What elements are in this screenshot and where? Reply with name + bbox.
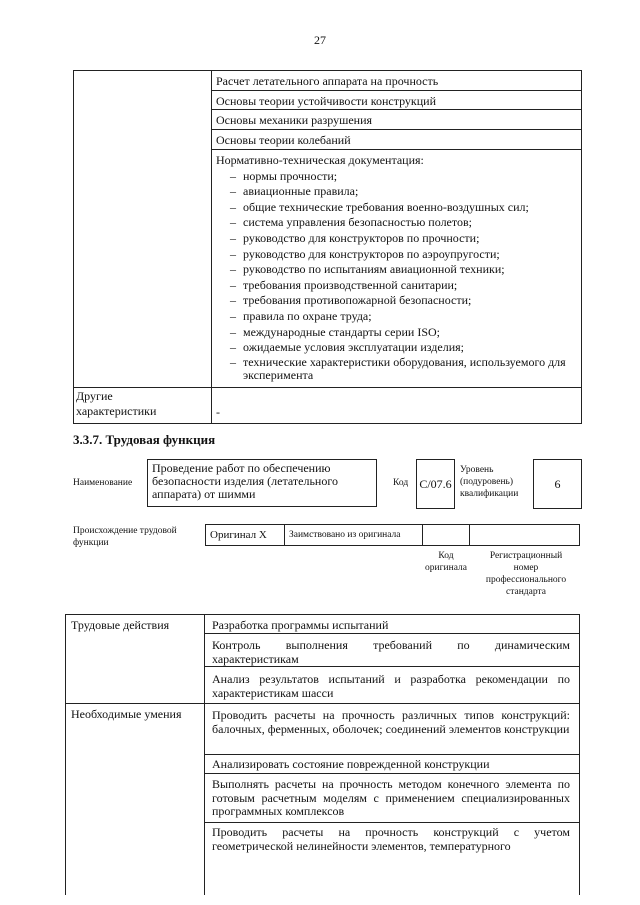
list-item: – система управления безопасностью полетов; xyxy=(230,215,576,231)
row-divider xyxy=(204,822,580,823)
other-label-line: характеристики xyxy=(76,404,157,418)
origin-code-cell xyxy=(422,524,470,546)
caption-line: профессионального xyxy=(485,575,567,585)
row-divider xyxy=(204,633,580,634)
row-divider xyxy=(211,109,582,110)
normative-documentation xyxy=(216,153,576,382)
list-item: – международные стандарты серии ISO; xyxy=(230,325,576,341)
table-border-right xyxy=(579,615,580,895)
table-border-left xyxy=(73,71,74,423)
list-item: – нормы прочности; xyxy=(230,169,576,185)
table-column-divider xyxy=(211,71,212,423)
row-divider xyxy=(73,387,582,388)
origin-label xyxy=(73,525,177,549)
row-divider xyxy=(211,149,582,150)
code-label: Код xyxy=(393,478,409,488)
origin-label-line: Происхождение трудовой xyxy=(73,526,177,536)
qualification-level: 6 xyxy=(533,459,582,509)
level-label xyxy=(460,464,518,500)
normative-heading: Нормативно-техническая документация: xyxy=(216,153,424,167)
origin-registration-caption xyxy=(472,550,580,598)
caption-line: номер xyxy=(513,563,539,573)
knowledge-item: Основы теории устойчивости конструкций xyxy=(216,94,437,108)
origin-borrowed-cell: Заимствовано из оригинала xyxy=(284,524,423,546)
row-divider xyxy=(204,666,580,667)
table-border-right xyxy=(581,71,582,423)
list-item: – руководство по испытаниям авиационной техники; xyxy=(230,262,576,278)
list-item: – требования производственной санитарии; xyxy=(230,278,576,294)
row-divider xyxy=(211,90,582,91)
list-item: – правила по охране труда; xyxy=(230,309,576,325)
caption-line: Код xyxy=(438,551,454,561)
row-divider xyxy=(204,754,580,755)
skills-label: Необходимые умения xyxy=(71,707,182,721)
origin-label-line: функции xyxy=(73,538,109,548)
function-name: Проведение работ по обеспечению безопасности изделия (летательного аппарата) от шимми xyxy=(147,459,377,507)
caption-line: Регистрационный xyxy=(489,551,563,561)
list-item: – руководство для конструкторов по прочности; xyxy=(230,231,576,247)
knowledge-item: Расчет летательного аппарата на прочность xyxy=(216,74,439,88)
list-item: – технические характеристики оборудования, используемого для эксперимента xyxy=(230,356,576,382)
list-item: – общие технические требования военно-воздушных сил; xyxy=(230,200,576,216)
labor-action-item: Анализ результатов испытаний и разработка рекомендации по характеристикам шасси xyxy=(212,672,570,700)
row-divider xyxy=(204,773,580,774)
list-item: – руководство для конструкторов по аэроупругости; xyxy=(230,247,576,263)
origin-original-cell: Оригинал X xyxy=(205,524,285,546)
list-item: – авиационные правила; xyxy=(230,184,576,200)
caption-line: оригинала xyxy=(425,563,467,573)
row-divider xyxy=(211,129,582,130)
caption-line: стандарта xyxy=(506,587,546,597)
list-item: – требования противопожарной безопасности; xyxy=(230,293,576,309)
table-border-left xyxy=(65,615,66,895)
name-label: Наименование xyxy=(73,478,133,488)
origin-registration-cell xyxy=(469,524,580,546)
knowledge-item: Основы теории колебаний xyxy=(216,133,351,147)
page-number: 27 xyxy=(314,33,326,47)
origin-code-caption xyxy=(424,550,468,574)
skill-item: Проводить расчеты на прочность различных типов конструкций: балочных, ферменных, оболочек; соединений элементов конструкции xyxy=(212,708,570,736)
labor-action-item: Контроль выполнения требований по динамическим характеристикам xyxy=(212,638,570,666)
list-item: – ожидаемые условия эксплуатации изделия; xyxy=(230,340,576,356)
labor-actions-label: Трудовые действия xyxy=(71,618,170,632)
level-label-line: Уровень xyxy=(460,465,494,475)
skill-item: Выполнять расчеты на прочность методом конечного элемента по готовым расчетным моделям с применением специализированных программных комплексов xyxy=(212,777,570,818)
skill-item: Проводить расчеты на прочность конструкций с учетом геометрической нелинейности элементов, температурного xyxy=(212,825,570,853)
level-label-line: квалификации xyxy=(460,489,519,499)
other-label-line: Другие xyxy=(76,389,113,403)
function-code: С/07.6 xyxy=(416,459,455,509)
level-label-line: (подуровень) xyxy=(460,477,514,487)
skill-item: Анализировать состояние поврежденной конструкции xyxy=(212,757,490,771)
knowledge-table xyxy=(73,70,582,424)
knowledge-item: Основы механики разрушения xyxy=(216,113,373,127)
other-characteristics-value: - xyxy=(216,405,220,419)
other-characteristics-label xyxy=(76,389,156,419)
labor-function-table xyxy=(65,614,580,895)
row-divider xyxy=(65,703,580,704)
normative-list xyxy=(216,169,576,382)
labor-action-item: Разработка программы испытаний xyxy=(212,618,389,632)
section-title: 3.3.7. Трудовая функция xyxy=(73,432,216,447)
table-column-divider xyxy=(204,615,205,895)
